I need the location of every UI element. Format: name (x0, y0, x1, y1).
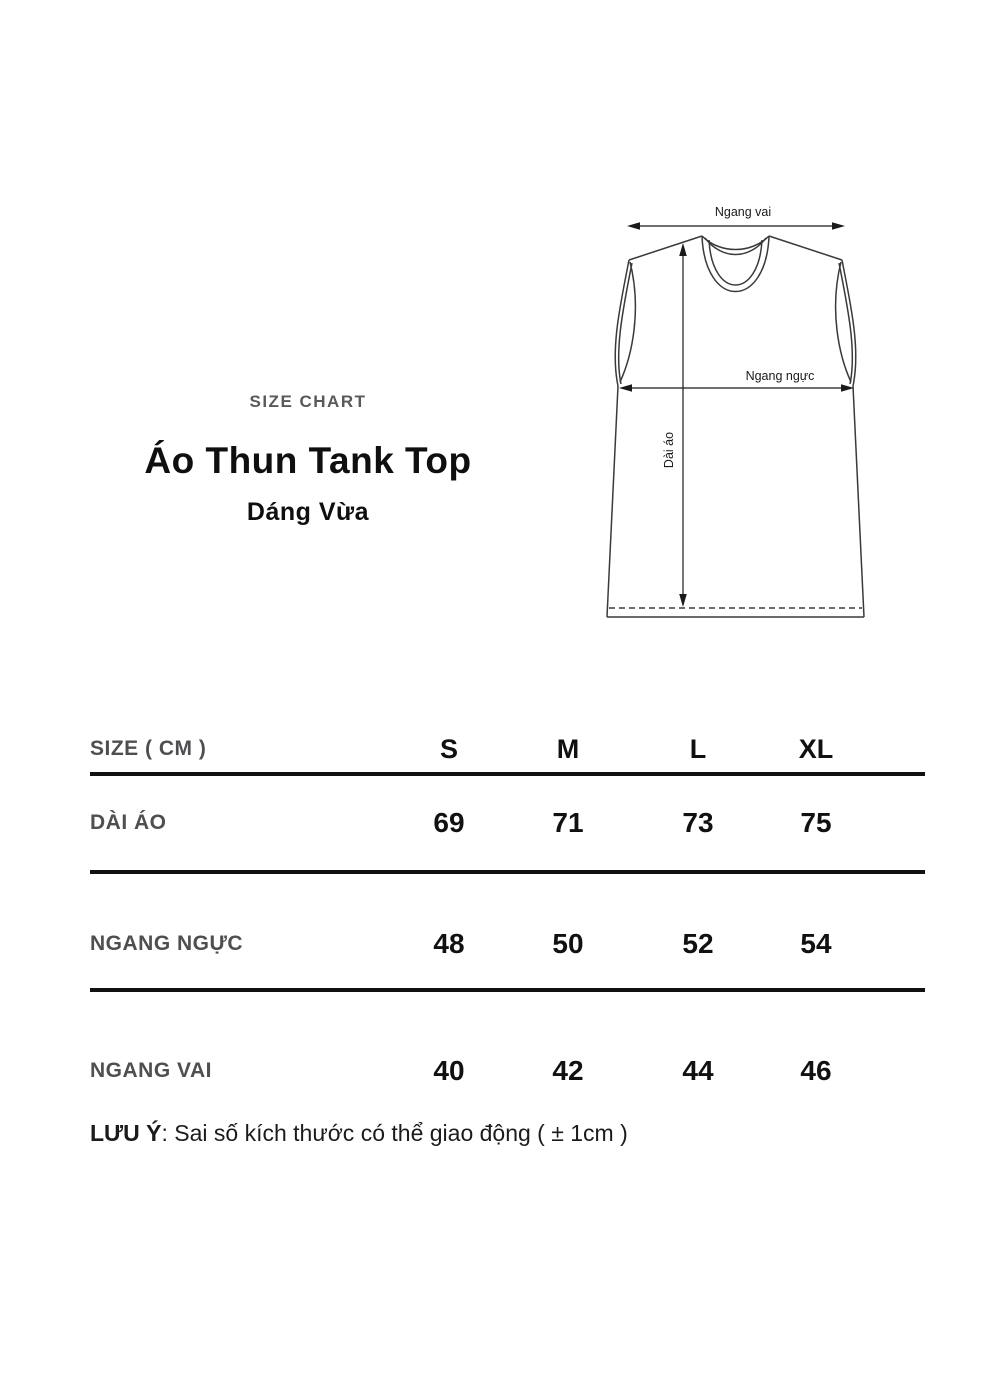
row-label: NGANG NGỰC (90, 932, 244, 955)
product-title: Áo Thun Tank Top (144, 440, 472, 481)
table-row-chest (90, 874, 925, 992)
length-m: 71 (552, 807, 584, 838)
length-s: 69 (433, 807, 465, 838)
fit-subtitle: Dáng Vừa (246, 498, 370, 526)
note-text: : Sai số kích thước có thể giao động ( ± 1cm ) (161, 1120, 628, 1146)
size-col-xl: XL (798, 733, 834, 764)
length-l: 73 (682, 807, 714, 838)
size-col-s: S (439, 733, 458, 764)
heading-block (108, 392, 508, 527)
length-xl: 75 (800, 807, 832, 838)
shoulder-m: 42 (552, 1054, 584, 1086)
size-table (90, 726, 925, 1097)
shoulder-l: 44 (682, 1054, 714, 1086)
table-row-length (90, 776, 925, 874)
row-label: DÀI ÁO (90, 811, 167, 834)
length-label: Dài áo (662, 431, 676, 469)
tank-top-diagram (560, 180, 940, 660)
note-prefix: LƯU Ý (90, 1120, 162, 1146)
size-unit-header: SIZE ( CM ) (90, 737, 207, 760)
chest-xl: 54 (800, 928, 832, 959)
chest-m: 50 (552, 928, 584, 959)
size-table-header-row (90, 726, 925, 776)
size-col-l: L (689, 733, 707, 764)
table-row-shoulder (90, 992, 925, 1097)
tolerance-note (90, 1120, 628, 1147)
chest-l: 52 (682, 928, 714, 959)
tank-top-outline (607, 236, 864, 617)
size-col-m: M (556, 733, 580, 764)
chest-label: Ngang ngực (745, 369, 815, 383)
shoulder-s: 40 (433, 1054, 465, 1086)
row-label: NGANG VAI (90, 1058, 212, 1082)
shoulder-label: Ngang vai (714, 205, 772, 219)
chest-s: 48 (433, 928, 465, 959)
shoulder-xl: 46 (800, 1054, 832, 1086)
chest-dimension (619, 369, 854, 392)
length-dimension (662, 243, 687, 607)
shoulder-dimension (627, 205, 845, 230)
size-chart-eyebrow: SIZE CHART (249, 392, 367, 411)
